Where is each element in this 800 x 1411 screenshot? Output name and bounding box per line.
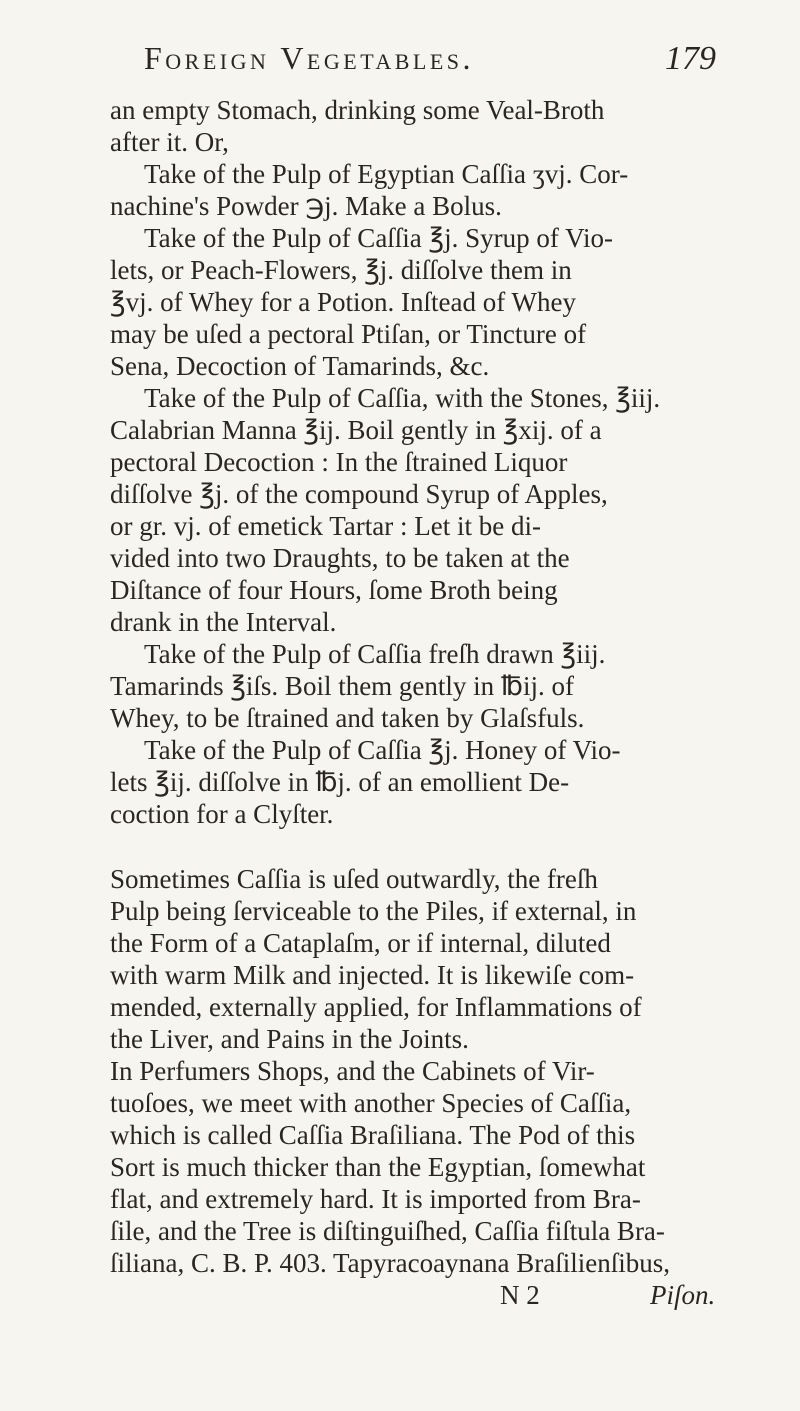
text-line: Take of the Pulp of Caſſia freſh drawn ℥iij.	[144, 639, 606, 669]
text-line: Take of the Pulp of Egyptian Caſſia ʒvj. Cor-	[144, 159, 629, 189]
text-line: Calabrian Manna ℥ij. Boil gently in ℥xij. of a	[110, 415, 602, 445]
catchword: Piſon.	[650, 1280, 716, 1310]
text-line: Take of the Pulp of Caſſia, with the Stones, ℥iij.	[144, 383, 661, 413]
text-line: ſile, and the Tree is diſtinguiſhed, Caſſia fiſtula Bra-	[110, 1216, 665, 1246]
text-line: In Perfumers Shops, and the Cabinets of Vir-	[110, 1056, 595, 1086]
text-line: which is called Caſſia Braſiliana. The Pod of this	[110, 1120, 636, 1150]
text-line: or gr. vj. of emetick Tartar : Let it be di-	[110, 511, 541, 541]
text-line: ℥vj. of Whey for a Potion. Inſtead of Whey	[110, 287, 576, 317]
text-line: may be uſed a pectoral Ptiſan, or Tincture of	[110, 319, 587, 349]
text-line: tuoſoes, we meet with another Species of Caſſia,	[110, 1088, 632, 1118]
text-line: with warm Milk and injected. It is likewiſe com-	[110, 960, 635, 990]
text-line: Diſtance of four Hours, ſome Broth being	[110, 575, 558, 605]
text-line: ſiliana, C. B. P. 403. Tapyracoaynana Braſilienſibus,	[110, 1248, 671, 1278]
text-line: lets ℥ij. diſſolve in ℔j. of an emollient De-	[110, 767, 570, 797]
text-line: the Liver, and Pains in the Joints.	[110, 1024, 469, 1054]
running-title: Foreign Vegetables.	[144, 40, 475, 76]
text-line: Whey, to be ſtrained and taken by Glaſsfuls.	[110, 703, 585, 733]
text-line: Take of the Pulp of Caſſia ℥j. Honey of Vio-	[144, 735, 621, 765]
text-line: Sometimes Caſſia is uſed outwardly, the freſh	[110, 864, 598, 894]
text-line: Sort is much thicker than the Egyptian, ſomewhat	[110, 1152, 646, 1182]
page-header	[144, 40, 716, 80]
text-line: pectoral Decoction : In the ſtrained Liquor	[110, 447, 568, 477]
text-line: Sena, Decoction of Tamarinds, &c.	[110, 351, 490, 381]
text-line: diſſolve ℥j. of the compound Syrup of Apples,	[110, 479, 608, 509]
signature-mark: N 2	[500, 1280, 540, 1310]
text-line: Pulp being ſerviceable to the Piles, if external, in	[110, 896, 637, 926]
text-line: mended, externally applied, for Inflammations of	[110, 992, 642, 1022]
text-line: drank in the Interval.	[110, 607, 337, 637]
text-line: lets, or Peach-Flowers, ℥j. diſſolve them in	[110, 255, 572, 285]
text-line: coction for a Clyſter.	[110, 799, 334, 829]
text-line: Tamarinds ℥iſs. Boil them gently in ℔ij. of	[110, 671, 574, 701]
text-line: an empty Stomach, drinking some Veal-Broth	[110, 95, 605, 125]
text-line: vided into two Draughts, to be taken at the	[110, 543, 570, 573]
text-line: Take of the Pulp of Caſſia ℥j. Syrup of Vio-	[144, 223, 614, 253]
text-line: flat, and extremely hard. It is imported from Bra-	[110, 1184, 641, 1214]
text-line: after it. Or,	[110, 127, 229, 157]
page-number: 179	[665, 40, 716, 77]
text-line: the Form of a Cataplaſm, or if internal, diluted	[110, 928, 611, 958]
text-line: nachine's Powder ℈j. Make a Bolus.	[110, 191, 502, 221]
